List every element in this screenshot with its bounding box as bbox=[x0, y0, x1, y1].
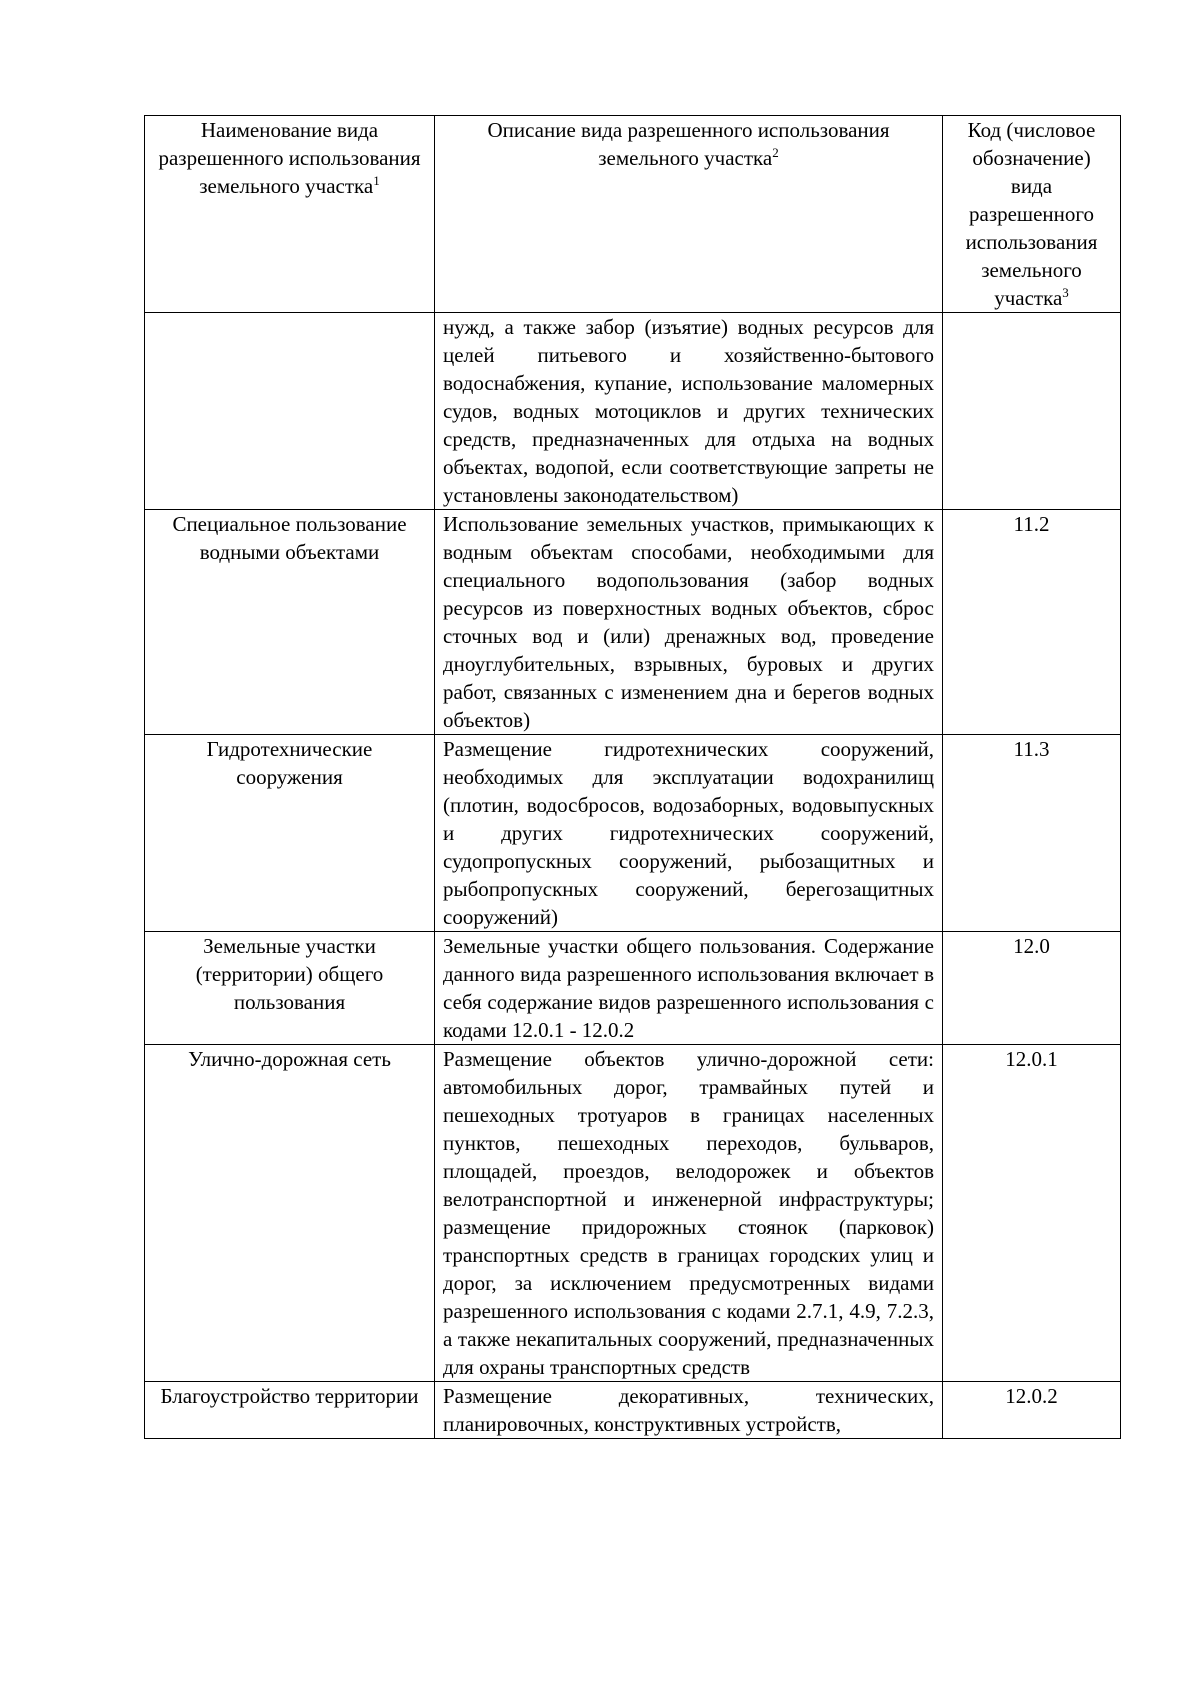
land-use-table bbox=[144, 115, 1121, 1439]
row-description-cell: Земельные участки общего пользования. Содержание данного вида разрешенного использования включает в себя содержание видов разрешенного использования с кодами 12.0.1 - 12.0.2 bbox=[435, 932, 943, 1045]
table-header-row bbox=[145, 116, 1121, 313]
row-name-cell: Улично-дорожная сеть bbox=[145, 1045, 435, 1382]
header-code-cell bbox=[943, 116, 1121, 313]
row-description-cell: Размещение декоративных, технических, планировочных, конструктивных устройств, bbox=[435, 1382, 943, 1439]
row-code-cell: 12.0.1 bbox=[943, 1045, 1121, 1382]
table-row bbox=[145, 1045, 1121, 1382]
table-row bbox=[145, 313, 1121, 510]
header-description-cell bbox=[435, 116, 943, 313]
row-name-cell: Специальное пользование водными объектами bbox=[145, 510, 435, 735]
row-code-cell: 11.2 bbox=[943, 510, 1121, 735]
row-description-cell: Использование земельных участков, примыкающих к водным объектам способами, необходимыми для специального водопользования (забор водных ресурсов из поверхностных водных объектов, сброс сточных вод и (или) дренажных вод, проведение дноуглубительных, взрывных, буровых и других работ, связанных с изменением дна и берегов водных объектов) bbox=[435, 510, 943, 735]
row-description-cell: нужд, а также забор (изъятие) водных ресурсов для целей питьевого и хозяйственно-бытового водоснабжения, купание, использование маломерных судов, водных мотоциклов и других технических средств, предназначенных для отдыха на водных объектах, водопой, если соответствующие запреты не установлены законодательством) bbox=[435, 313, 943, 510]
row-name-cell: Гидротехнические сооружения bbox=[145, 735, 435, 932]
footnote-marker: 2 bbox=[772, 145, 779, 160]
footnote-marker: 3 bbox=[1062, 285, 1069, 300]
row-description-cell: Размещение гидротехнических сооружений, необходимых для эксплуатации водохранилищ (плотин, водосбросов, водозаборных, водовыпускных и других гидротехнических сооружений, судопропускных сооружений, рыбозащитных и рыбопропускных сооружений, берегозащитных сооружений) bbox=[435, 735, 943, 932]
header-name-cell bbox=[145, 116, 435, 313]
row-code-cell: 11.3 bbox=[943, 735, 1121, 932]
header-code-text: Код (числовое обозначение) вида разрешенного использования земельного участка bbox=[965, 118, 1098, 310]
row-name-cell bbox=[145, 313, 435, 510]
row-code-cell: 12.0.2 bbox=[943, 1382, 1121, 1439]
header-name-text: Наименование вида разрешенного использования земельного участка bbox=[158, 118, 421, 198]
table-row bbox=[145, 932, 1121, 1045]
row-code-cell bbox=[943, 313, 1121, 510]
row-description-cell: Размещение объектов улично-дорожной сети: автомобильных дорог, трамвайных путей и пешеходных тротуаров в границах населенных пунктов, пешеходных переходов, бульваров, площадей, проездов, велодорожек и объектов велотранспортной и инженерной инфраструктуры; размещение придорожных стоянок (парковок) транспортных средств в границах городских улиц и дорог, за исключением предусмотренных видами разрешенного использования с кодами 2.7.1, 4.9, 7.2.3, а также некапитальных сооружений, предназначенных для охраны транспортных средств bbox=[435, 1045, 943, 1382]
table-row bbox=[145, 735, 1121, 932]
row-name-cell: Земельные участки (территории) общего пользования bbox=[145, 932, 435, 1045]
row-name-cell: Благоустройство территории bbox=[145, 1382, 435, 1439]
footnote-marker: 1 bbox=[373, 173, 380, 188]
table-row bbox=[145, 510, 1121, 735]
table-row bbox=[145, 1382, 1121, 1439]
header-description-text: Описание вида разрешенного использования земельного участка bbox=[487, 118, 890, 170]
row-code-cell: 12.0 bbox=[943, 932, 1121, 1045]
